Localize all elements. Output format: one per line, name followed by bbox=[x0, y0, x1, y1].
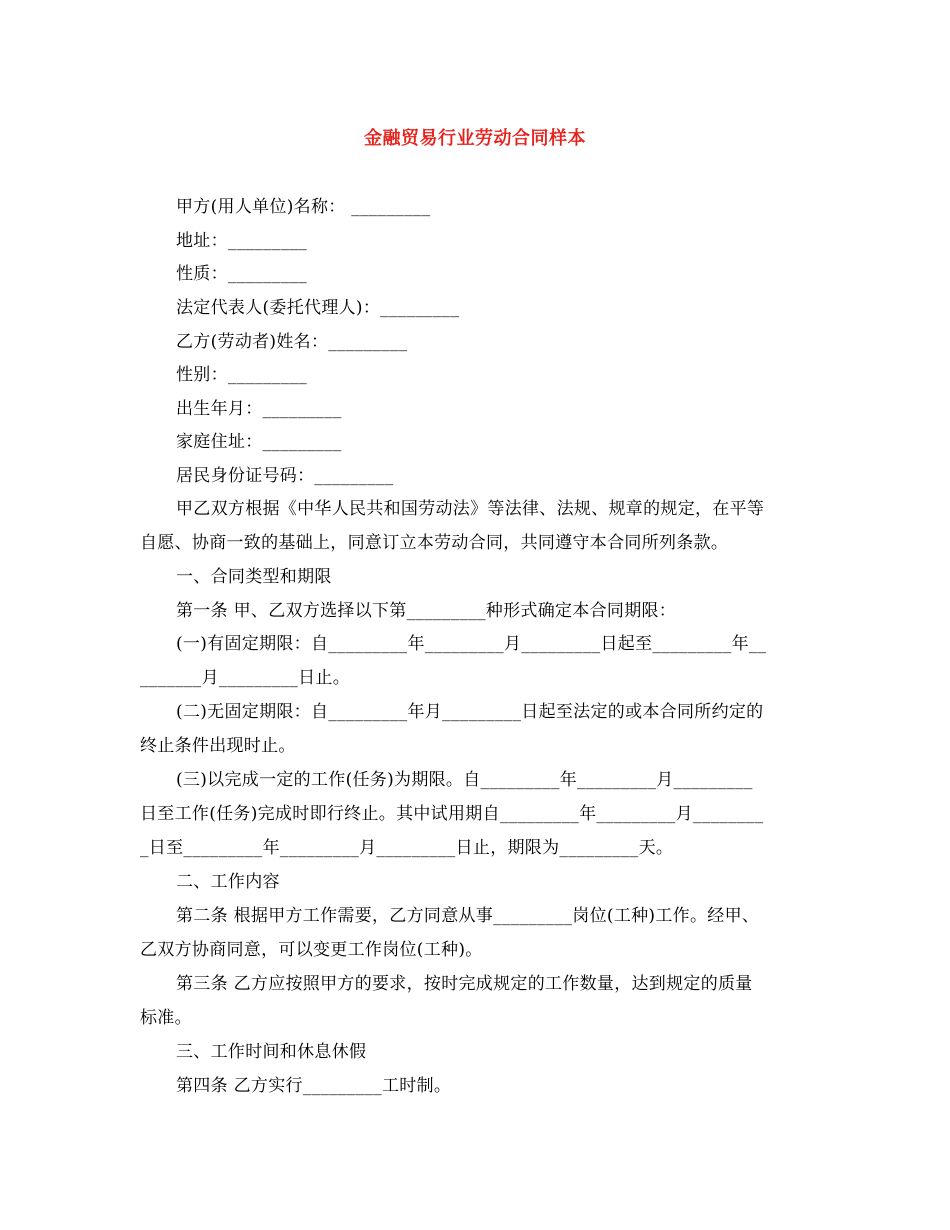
section-heading-3: 三、工作时间和休息休假 bbox=[176, 1042, 367, 1062]
party-a-address-line: 地址：_________ bbox=[176, 231, 308, 251]
party-b-name-line: 乙方(劳动者)姓名：_________ bbox=[176, 332, 408, 352]
fixed-term-line-1: (一)有固定期限：自_________年_________月_________日起至_________年__ bbox=[176, 634, 767, 654]
preamble-line-1: 甲乙双方根据《中华人民共和国劳动法》等法律、法规、规章的规定，在平等 bbox=[176, 499, 765, 519]
task-term-line-2: 日至工作(任务)完成时即行终止。其中试用期自_________年_________月________ bbox=[140, 804, 764, 824]
article-4-line: 第四条 乙方实行_________工时制。 bbox=[176, 1076, 452, 1096]
party-b-id-number-line: 居民身份证号码：_________ bbox=[176, 466, 394, 486]
article-3-line-2: 标准。 bbox=[140, 1008, 192, 1028]
open-term-line-1: (二)无固定期限：自_________年月_________日起至法定的或本合同所约定的 bbox=[176, 702, 764, 722]
preamble-line-2: 自愿、协商一致的基础上，同意订立本劳动合同，共同遵守本合同所列条款。 bbox=[140, 533, 729, 553]
task-term-line-3: _日至_________年_________月_________日止，期限为_________天。 bbox=[140, 838, 674, 858]
party-b-birth-line: 出生年月：_________ bbox=[176, 399, 342, 419]
section-heading-1: 一、合同类型和期限 bbox=[176, 567, 332, 587]
section-heading-2: 二、工作内容 bbox=[176, 872, 280, 892]
fixed-term-line-2: _______月_________日止。 bbox=[140, 668, 350, 688]
article-2-line-2: 乙双方协商同意，可以变更工作岗位(工种)。 bbox=[140, 940, 483, 960]
party-b-home-address-line: 家庭住址：_________ bbox=[176, 432, 342, 452]
party-b-gender-line: 性别：_________ bbox=[176, 365, 308, 385]
legal-representative-line: 法定代表人(委托代理人)：_________ bbox=[176, 298, 460, 318]
task-term-line-1: (三)以完成一定的工作(任务)为期限。自_________年_________月_________ bbox=[176, 770, 753, 790]
party-a-name-line: 甲方(用人单位)名称： _________ bbox=[176, 197, 431, 217]
party-a-nature-line: 性质：_________ bbox=[176, 264, 308, 284]
document-title: 金融贸易行业劳动合同样本 bbox=[364, 128, 586, 149]
open-term-line-2: 终止条件出现时止。 bbox=[140, 736, 296, 756]
article-2-line-1: 第二条 根据甲方工作需要，乙方同意从事_________岗位(工种)工作。经甲、 bbox=[176, 906, 760, 926]
article-3-line-1: 第三条 乙方应按照甲方的要求，按时完成规定的工作数量，达到规定的质量 bbox=[176, 974, 753, 994]
article-1-line: 第一条 甲、乙双方选择以下第_________种形式确定本合同期限： bbox=[176, 601, 677, 621]
